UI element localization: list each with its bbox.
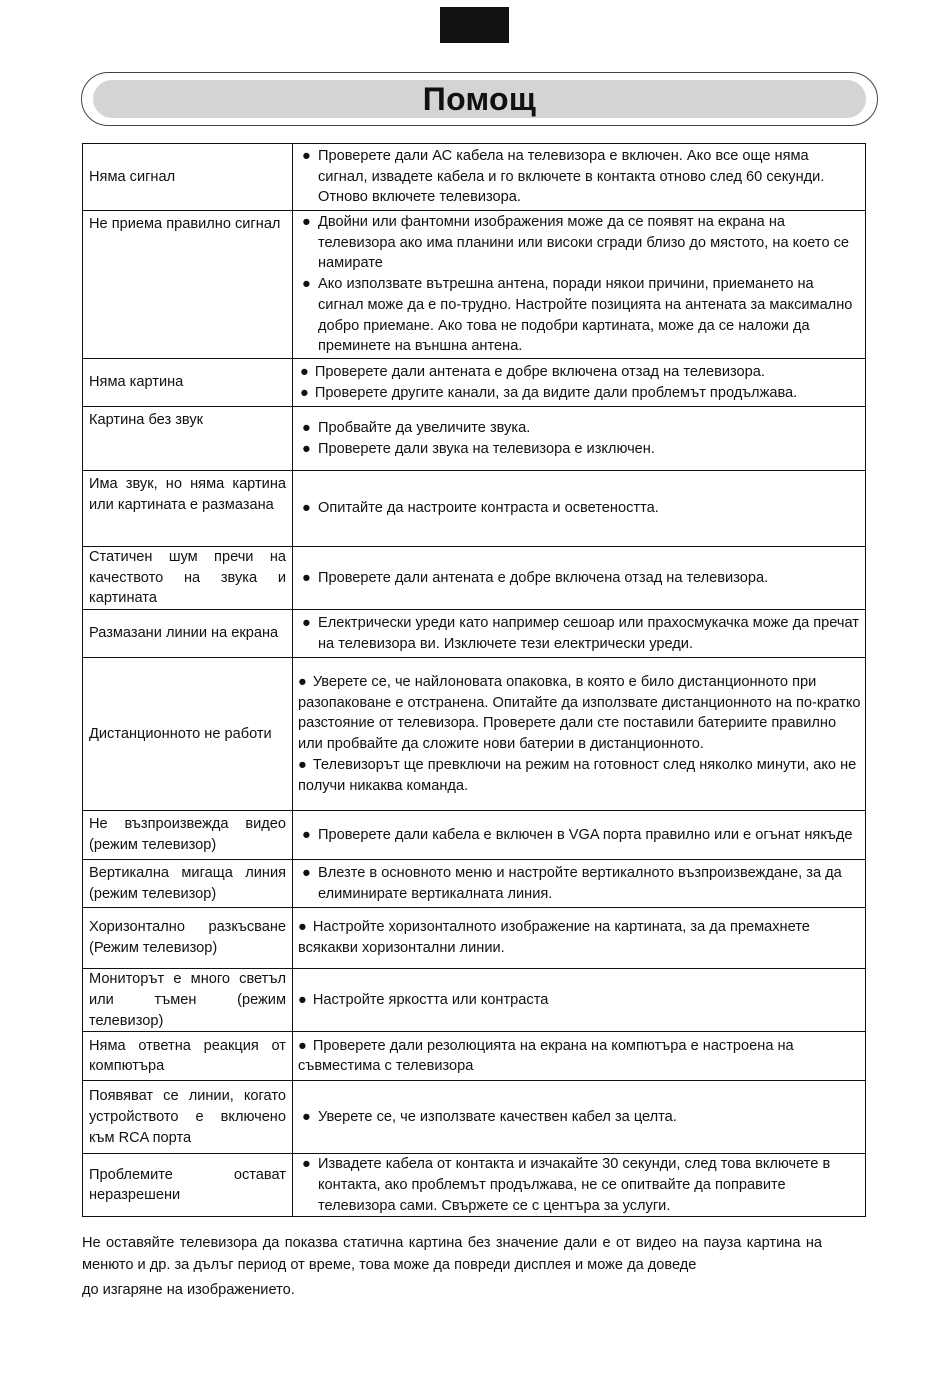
solution-item: ● Проверете дали звука на телевизора е изключен. (300, 439, 862, 460)
problem-text: Статичен шум пречи на качеството на звука и картината (89, 549, 286, 607)
solution-item: ● Влезте в основното меню и настройте вертикалното възпроизвеждане, за да елиминирате вертикалната линия. (302, 864, 842, 902)
problem-text: Хоризонтално разкъсване (Режим телевизор) (89, 919, 286, 957)
solution-cell (293, 811, 866, 860)
solution-item: ● Уверете се, че използвате качествен кабел за целта. (300, 1107, 862, 1128)
solution-cell (293, 144, 866, 211)
solution-cell (293, 610, 866, 658)
problem-text: Вертикална мигаща линия (режим телевизор) (89, 864, 286, 902)
bullet-icon: ● (302, 276, 311, 293)
footer-warning-note (82, 1232, 822, 1301)
bullet-icon: ● (302, 864, 311, 881)
bullet-icon: ● (298, 919, 307, 936)
solution-cell (293, 969, 866, 1032)
problem-cell (83, 1081, 293, 1154)
table-row (83, 144, 866, 211)
bullet-icon: ● (302, 614, 311, 631)
solution-item: ● Проверете дали АС кабела на телевизора е включен. Ако все още няма сигнал, извадете кабела и го включете в контакта отново след 60 секунди. Отново включете телевизора. (302, 147, 825, 206)
bullet-icon: ● (302, 214, 311, 231)
solution-cell (293, 547, 866, 610)
table-row (83, 1154, 866, 1217)
problem-text: Няма картина (89, 374, 184, 391)
solution-item: ● Двойни или фантомни изображения може да се появят на екрана на телевизора ако има планини или високи сгради близо до мястото, на което се намирате (302, 214, 850, 272)
problem-text: Не възпроизвежда видео (режим телевизор) (89, 816, 286, 854)
title-banner (81, 72, 878, 126)
solution-item: ● Пробвайте да увеличите звука. (300, 418, 862, 439)
bullet-icon: ● (302, 569, 311, 586)
problem-text: Мониторът е много светъл или тъмен (режим телевизор) (89, 971, 286, 1029)
bullet-icon: ● (302, 1156, 311, 1173)
table-row (83, 211, 866, 359)
table-row (83, 359, 866, 407)
bullet-icon: ● (298, 756, 307, 773)
solution-item: ● Уверете се, че найлоновата опаковка, в която е било дистанционното при разопаковане е отстранена. Опитайте да използвате дистанционното на по-кратко разстояние от телевизора. Проверете дали сте поставили батериите правилно или пробвайте да сложите нови батерии в дистанционното. (298, 674, 861, 753)
solution-cell (293, 860, 866, 908)
problem-cell (83, 969, 293, 1032)
table-row (83, 547, 866, 610)
problem-text: Размазани линии на екрана (89, 625, 279, 642)
problem-text: Няма ответна реакция от компютъра (89, 1037, 286, 1075)
solution-item: ● Проверете дали кабела е включен в VGA порта правилно или е огънат някъде (300, 825, 862, 846)
bullet-icon: ● (298, 674, 307, 690)
problem-cell (83, 359, 293, 407)
title-banner-inner (93, 80, 866, 118)
table-row (83, 1081, 866, 1154)
bullet-icon: ● (302, 147, 311, 164)
table-row (83, 610, 866, 658)
solution-cell (293, 1032, 866, 1081)
solution-item: ● Проверете дали резолюцията на екрана на компютъра е настроена на съвместима с телевизора (298, 1037, 794, 1075)
problem-cell (83, 547, 293, 610)
problem-cell (83, 471, 293, 547)
problem-cell (83, 1032, 293, 1081)
problem-text: Появяват се линии, когато устройството е включено към RCA порта (89, 1088, 286, 1146)
footer-note-line: Не оставяйте телевизора да показва статична картина без значение дали е от видео на пауза картина на менюто и др. за дълъг период от време, това може да повреди дисплея и може да доведе (82, 1235, 822, 1273)
bullet-icon: ● (302, 440, 311, 457)
problem-cell (83, 658, 293, 811)
solution-cell (293, 211, 866, 359)
solution-item: ● Електрически уреди като например сешоар или прахосмукачка може да пречат на телевизора ви. Изключете тези електрически уреди. (302, 614, 859, 652)
solution-cell (293, 471, 866, 547)
problem-cell (83, 211, 293, 359)
problem-cell (83, 860, 293, 908)
bullet-icon: ● (302, 1108, 311, 1125)
solution-cell (293, 658, 866, 811)
problem-text: Дистанционното не работи (89, 725, 272, 742)
solution-item: ● Проверете дали антената е добре включена отзад на телевизора. (300, 568, 862, 589)
solution-cell (293, 359, 866, 407)
solution-cell (293, 407, 866, 471)
problem-text: Няма сигнал (89, 168, 176, 185)
solution-cell (293, 908, 866, 969)
bullet-icon: ● (300, 363, 309, 380)
bullet-icon: ● (298, 991, 307, 1008)
table-row (83, 658, 866, 811)
problem-text: Картина без звук (89, 412, 204, 428)
solution-item: ● Опитайте да настроите контраста и осветеността. (300, 498, 862, 519)
footer-note-line: до изгаряне на изображението. (82, 1282, 295, 1298)
solution-cell (293, 1081, 866, 1154)
table-row (83, 908, 866, 969)
problem-cell (83, 610, 293, 658)
table-row (83, 811, 866, 860)
bullet-icon: ● (302, 419, 311, 436)
table-row (83, 407, 866, 471)
problem-text: Проблемите остават неразрешени (89, 1166, 286, 1204)
table-row (83, 1032, 866, 1081)
table-row (83, 860, 866, 908)
troubleshooting-table (82, 143, 866, 1217)
bullet-icon: ● (300, 384, 309, 401)
table-row (83, 471, 866, 547)
problem-cell (83, 908, 293, 969)
bullet-icon: ● (302, 826, 311, 843)
bullet-icon: ● (302, 500, 311, 517)
problem-text: Има звук, но няма картина или картината е размазана (89, 476, 286, 513)
solution-item: ● Телевизорът ще превключи на режим на готовност след няколко минути, ако не получи никаква команда. (298, 756, 857, 794)
solution-item: ● Ако използвате вътрешна антена, поради някои причини, приемането на сигнал може да е по-трудно. Настройте позицията на антената за максимално добро приемане. Ако това не подобри картината, може да се наложи да преминете на външна антена. (302, 276, 853, 355)
page-tab-marker (440, 7, 509, 43)
problem-text: Не приема правилно сигнал (89, 216, 281, 232)
table-row (83, 969, 866, 1032)
page-title: Помощ (422, 80, 537, 117)
solution-item: ● Настройте яркостта или контраста (298, 991, 549, 1008)
solution-item: ● Проверете другите канали, за да видите дали проблемът продължава. (300, 384, 798, 401)
problem-cell (83, 1154, 293, 1217)
problem-cell (83, 144, 293, 211)
problem-cell (83, 811, 293, 860)
solution-item: ● Настройте хоризонталното изображение на картината, за да премахнете всякакви хоризонтални линии. (298, 919, 810, 957)
solution-item: ● Проверете дали антената е добре включена отзад на телевизора. (300, 363, 765, 380)
problem-cell (83, 407, 293, 471)
solution-item: ● Извадете кабела от контакта и изчакайте 30 секунди, след това включете в контакта, ако проблемът продължава, не се опитвайте да поправите телевизора сами. Свържете се с центъра за услуги. (302, 1156, 831, 1214)
solution-cell (293, 1154, 866, 1217)
bullet-icon: ● (298, 1037, 307, 1054)
